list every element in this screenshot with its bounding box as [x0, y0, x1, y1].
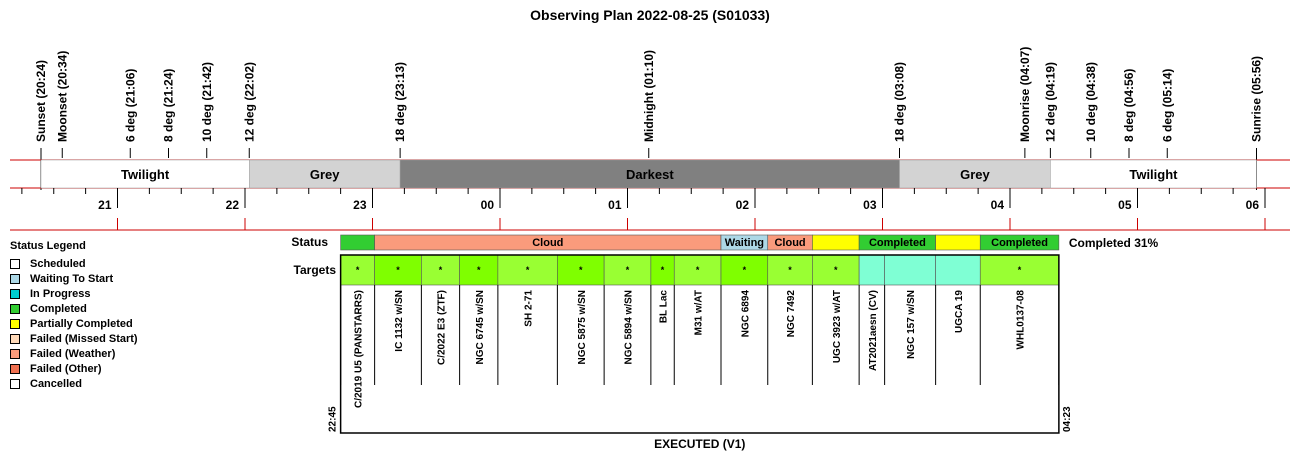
hour-label: 06 [1245, 198, 1259, 212]
target-name: NGC 6745 w/SN [474, 290, 486, 365]
legend-item [10, 301, 138, 316]
legend-swatch [10, 364, 20, 374]
run-start-label: 22:45 [327, 406, 339, 432]
legend-item [10, 271, 138, 286]
event-label: 8 deg (21:24) [161, 68, 176, 142]
status-legend [10, 240, 138, 391]
event-label: 6 deg (05:14) [1160, 68, 1175, 142]
hour-label: 22 [225, 198, 239, 212]
target-name: UGC 3923 w/AT [831, 290, 843, 364]
legend-swatch [10, 274, 20, 284]
event-label: Sunset (20:24) [34, 59, 48, 142]
hour-label: 23 [353, 198, 367, 212]
legend-swatch [10, 304, 20, 314]
legend-label: Waiting To Start [30, 272, 114, 285]
legend-swatch [10, 349, 20, 359]
target-name: NGC 5875 w/SN [576, 290, 588, 365]
legend-label: Failed (Other) [30, 362, 102, 375]
event-label: 6 deg (21:06) [123, 68, 138, 142]
hour-label: 03 [863, 198, 877, 212]
target-mark: * [476, 265, 481, 275]
phase-label: Grey [960, 167, 990, 182]
legend-swatch [10, 334, 20, 344]
targets-row-label: Targets [293, 263, 336, 277]
event-label: 12 deg (04:19) [1043, 61, 1058, 142]
legend-item [10, 256, 138, 271]
event-label: 18 deg (23:13) [393, 61, 408, 142]
target-name: WHL0137-08 [1015, 290, 1027, 350]
footer-label: EXECUTED (V1) [654, 437, 746, 451]
status-segment [341, 235, 375, 250]
target-mark: * [742, 265, 747, 275]
status-segment-label: Completed [991, 237, 1048, 249]
legend-item [10, 286, 138, 301]
event-label: 8 deg (04:56) [1122, 68, 1136, 142]
legend-label: Completed [30, 302, 87, 315]
event-label: Midnight (01:10) [641, 50, 656, 142]
target-mark: * [788, 265, 792, 275]
status-segment [936, 235, 981, 250]
legend-item [10, 361, 138, 376]
event-label: 12 deg (22:02) [242, 61, 257, 142]
status-segment-label: Waiting [724, 237, 765, 249]
target-mark: * [833, 265, 838, 275]
target-name: M31 w/AT [693, 290, 705, 336]
status-row-label: Status [291, 235, 328, 249]
legend-label: Cancelled [30, 377, 82, 390]
target-mark: * [1017, 265, 1022, 275]
target-mark: * [396, 265, 400, 275]
hour-label: 21 [98, 198, 112, 212]
target-mark: * [695, 265, 700, 275]
event-label: Moonrise (04:07) [1017, 46, 1032, 142]
legend-swatch [10, 289, 20, 299]
status-segment [812, 235, 859, 250]
legend-title: Status Legend [10, 240, 86, 252]
legend-swatch [10, 259, 20, 269]
target-mark: * [438, 265, 443, 275]
legend-swatch [10, 319, 20, 329]
phase-label: Twilight [121, 167, 170, 182]
event-label: 10 deg (21:42) [199, 61, 214, 142]
legend-swatch [10, 379, 20, 389]
target-mark: * [525, 265, 530, 275]
run-end-label: 04:23 [1061, 406, 1073, 432]
target-name: SH 2-71 [523, 290, 535, 327]
target-mark: * [355, 265, 360, 275]
target-mark: * [625, 265, 630, 275]
target-block [859, 255, 885, 285]
target-mark: * [578, 265, 583, 275]
target-name: NGC 157 w/SN [906, 290, 918, 359]
target-name: UGCA 19 [953, 290, 965, 333]
target-name: NGC 5894 w/SN [623, 290, 635, 365]
phase-label: Darkest [625, 167, 674, 182]
phase-label: Twilight [1129, 167, 1178, 182]
hour-label: 04 [990, 198, 1004, 212]
status-segment-label: Cloud [532, 237, 564, 249]
legend-item [10, 316, 138, 331]
legend-label: In Progress [30, 287, 91, 300]
target-name: BL Lac [658, 290, 670, 324]
event-label: 10 deg (04:38) [1083, 61, 1098, 142]
target-name: NGC 7492 [786, 290, 798, 338]
hour-label: 05 [1118, 198, 1132, 212]
legend-label: Scheduled [30, 257, 86, 270]
target-name: C/2019 U5 (PANSTARRS) [353, 290, 365, 408]
status-segment-label: Completed [868, 237, 926, 249]
event-label: 18 deg (03:08) [892, 61, 907, 142]
target-name: NGC 6894 [740, 290, 752, 338]
hour-label: 01 [608, 198, 622, 212]
target-name: C/2022 E3 (ZTF) [436, 290, 448, 366]
hour-label: 02 [735, 198, 749, 212]
target-name: IC 1132 w/SN [394, 290, 405, 352]
completion-text: Completed 31% [1068, 236, 1159, 250]
legend-label: Failed (Missed Start) [30, 332, 138, 345]
target-block [885, 255, 936, 285]
event-label: Moonset (20:34) [55, 50, 70, 142]
legend-item [10, 346, 138, 361]
status-segment-label: Cloud [774, 237, 806, 249]
legend-label: Failed (Weather) [30, 347, 116, 360]
hour-label: 00 [480, 198, 494, 212]
legend-item [10, 331, 138, 346]
phase-label: Grey [309, 167, 340, 182]
event-label: Sunrise (05:56) [1249, 55, 1264, 142]
target-name: AT2021aesn (CV) [867, 290, 879, 371]
target-block [936, 255, 981, 285]
legend-item [10, 376, 138, 391]
chart-title: Observing Plan 2022-08-25 (S01033) [530, 7, 770, 23]
legend-label: Partially Completed [30, 317, 133, 330]
target-mark: * [660, 265, 665, 275]
